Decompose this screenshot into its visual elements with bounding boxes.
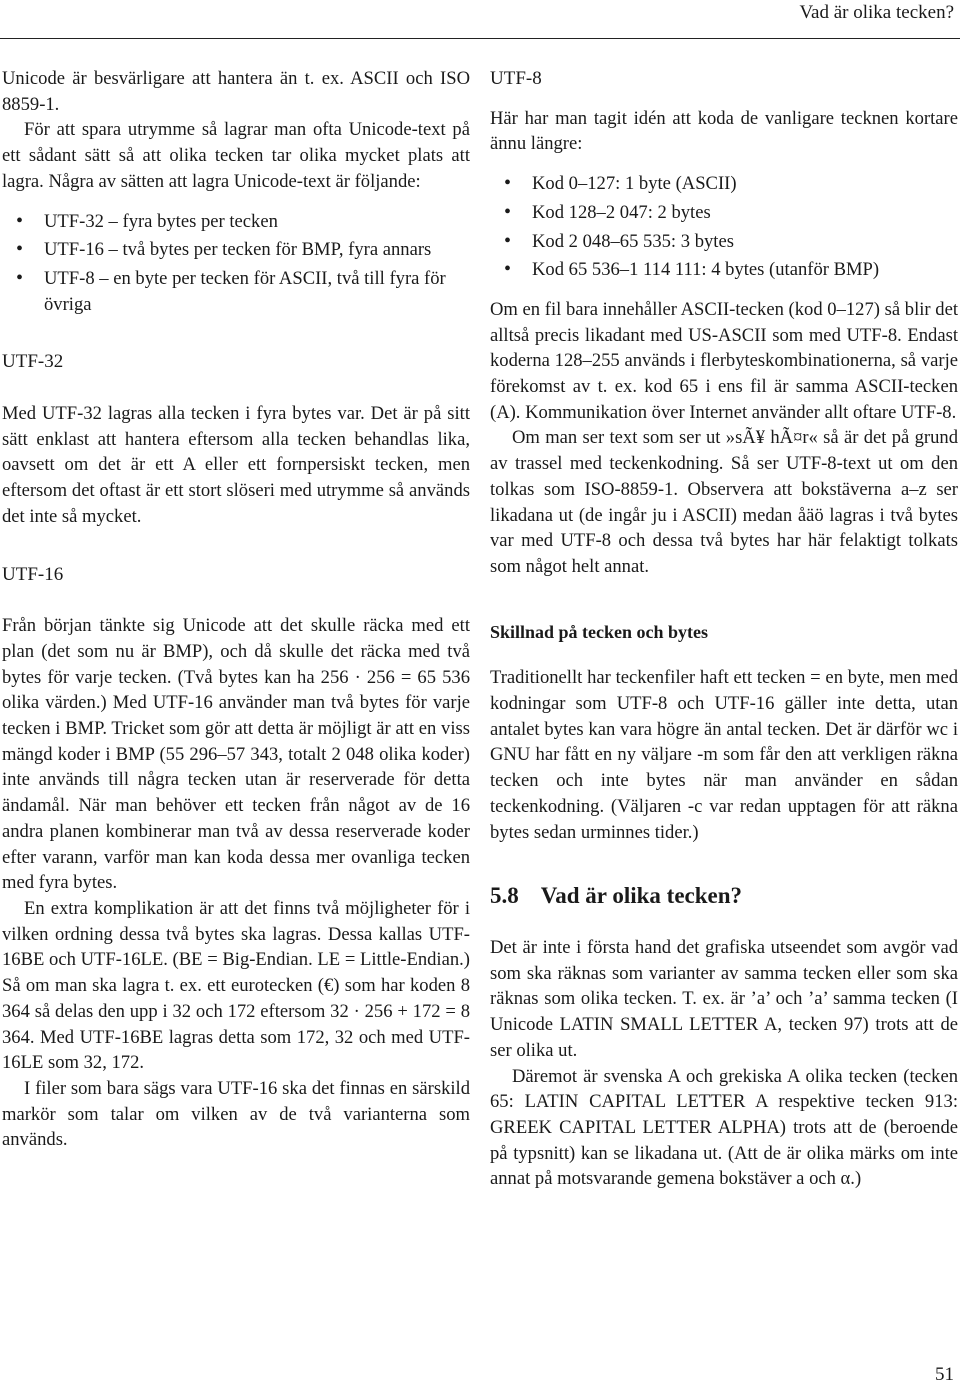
- paragraph: Från början tänkte sig Unicode att det skulle räcka med ett plan (det som nu är BMP), och då skulle det räcka med två bytes för varje tecken. (Två bytes kan ha 256 · 256 = 65 536 olika värden.) Med UTF-16 använder man två bytes för varje tecken i BMP. Tricket som gör att detta är möjligt är att en viss mängd koder i BMP (55 296–57 343, totalt 2 048 olika koder) inte används till några tecken utan är reserverade för detta ändamål. När man behöver ett tecken från något av de 16 andra planen kombinerar man två av dessa reserverade koder efter varann, varför man kan koda dessa mer ovanliga tecken med fyra bytes.: [2, 615, 470, 894]
- paragraph: Det är inte i första hand det grafiska utseendet som avgör vad som ska räknas som varianter av samma tecken eller som ska räknas som olika tecken. T. ex. är ’a’ och ’a’ samma tecken (I Unicode LATIN SMALL LETTER A, tecken 97) trots att de ser olika ut.: [490, 936, 958, 1061]
- subheading-utf32: UTF-32: [2, 351, 64, 373]
- section-heading: [490, 883, 958, 909]
- paragraph: I filer som bara sägs vara UTF-16 ska det finnas en särskild markör som talar om vilken av de två varianterna som används.: [2, 1077, 470, 1151]
- paragraph: Om man ser text som ser ut »sÃ¥ hÃ¤r« så är det på grund av trassel med teckenkodning. Så ser UTF-8-text ut om den tolkas som ISO-8859-1. Observera att bokstäverna a–z ser likadana ut (de ingår ju i ASCII) medan åäö lagras i två bytes var med UTF-8 och dessa två bytes har här felaktigt tolkats som något helt annat.: [490, 427, 958, 577]
- paragraph: För att spara utrymme så lagrar man ofta Unicode-text på ett sådant sätt så att olika tecken tar olika mycket plats att lagra. Några av sätten att lagra Unicode-text är följande:: [2, 119, 470, 192]
- list-item: • Kod 2 048–65 535: 3 bytes: [532, 229, 958, 255]
- right-column: [490, 66, 958, 1192]
- encoding-list: [2, 209, 470, 318]
- list-item: • Kod 0–127: 1 byte (ASCII): [532, 171, 958, 197]
- paragraph: Här har man tagit idén att koda de vanligare tecknen kortare ännu längre:: [490, 107, 958, 155]
- list-item: • Kod 128–2 047: 2 bytes: [532, 200, 958, 226]
- paragraph: Om en fil bara innehåller ASCII-tecken (kod 0–127) så blir det alltså precis likadant med US-ASCII som med UTF-8. Endast koderna 128–255 används i flerbyteskombinationerna, så varje förekomst av t. ex. kod 65 i ens fil är samma ASCII-tecken (A). Kommunikation över Internet använder allt oftare UTF-8.: [490, 298, 958, 423]
- section-number: 5.8: [490, 883, 519, 909]
- header-rule: [0, 38, 960, 39]
- list-item: • Kod 65 536–1 114 111: 4 bytes (utanför BMP): [532, 257, 958, 283]
- paragraph: Unicode är besvärligare att hantera än t. ex. ASCII och ISO 8859-1.: [2, 68, 470, 115]
- list-item: • UTF-16 – två bytes per tecken för BMP, fyra annars: [44, 237, 470, 263]
- paragraph: Däremot är svenska A och grekiska A olika tecken (tecken 65: LATIN CAPITAL LETTER A respektive tecken 913: GREEK CAPITAL LETTER ALPHA) trots att de (beroende på typsnitt) kan se likadana ut. (Att de är olika märks om inte annat på motsvarande gemena bokstäver a och α.): [490, 1065, 958, 1190]
- subheading-utf8: UTF-8: [490, 68, 542, 89]
- utf8-ranges-list: [490, 171, 958, 283]
- paragraph: Med UTF-32 lagras alla tecken i fyra bytes var. Det är på sitt sätt enklast att hantera eftersom alla tecken behandlas lika, oavsett om det är ett A eller ett fornpersiskt tecken, men eftersom det oftast är ett stort slöseri med utrymme så används det inte så mycket.: [2, 403, 470, 527]
- page-number: 51: [935, 1364, 954, 1385]
- left-column: [2, 66, 470, 1153]
- paragraph: Traditionellt har teckenfiler haft ett tecken = en byte, men med kodningar som UTF-8 och UTF-16 gäller inte detta, utan antalet bytes kan vara högre än antal tecken. Det är därför wc i GNU har fått en ny väljare -m som får den att verkligen räkna tecken och inte bytes när man använder en sådan teckenkodning. (Väljaren -c var redan upptagen för att räkna bytes sedan urminnes tider.): [490, 667, 958, 843]
- subheading-utf16: UTF-16: [2, 563, 64, 585]
- subheading-skillnad: Skillnad på tecken och bytes: [490, 621, 709, 642]
- list-item: • UTF-32 – fyra bytes per tecken: [44, 209, 470, 235]
- list-item: • UTF-8 – en byte per tecken för ASCII, två till fyra för övriga: [44, 266, 470, 317]
- running-head: Vad är olika tecken?: [799, 2, 954, 23]
- section-title: Vad är olika tecken?: [540, 883, 743, 909]
- paragraph: En extra komplikation är att det finns två möjligheter för i vilken ordning dessa två bytes ska lagras. Dessa kallas UTF-16BE och UTF-16LE. (BE = Big-Endian. LE = Little-Endian.) Så om man ska lagra t. ex. ett eurotecken (€) som har koden 8 364 så delas den upp i 32 och 172 eftersom 32 · 256 + 172 = 8 364. Med UTF-16BE lagras detta som 172, 32 och med UTF-16LE som 32, 172.: [2, 897, 470, 1074]
